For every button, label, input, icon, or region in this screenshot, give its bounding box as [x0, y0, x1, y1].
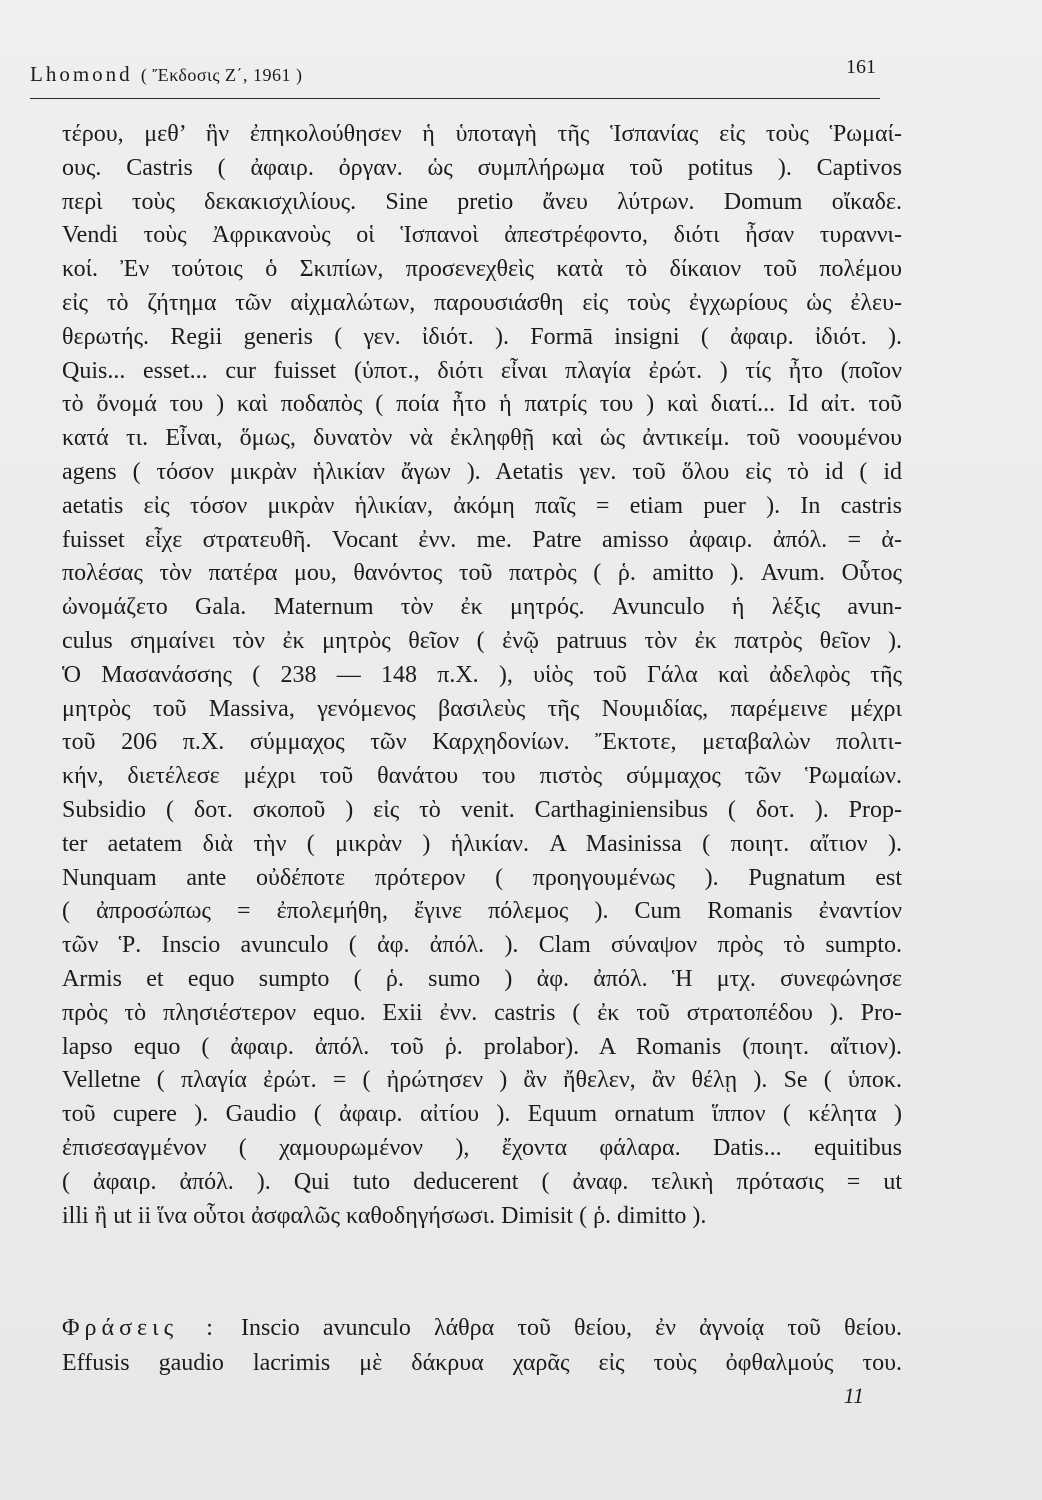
text-line: Armis et equo sumpto ( ῥ. sumo ) ἀφ. ἀπόλ. Ἡ μτχ. συνεφώνησε [62, 965, 902, 992]
text-line: Subsidio ( δοτ. σκοποῦ ) εἰς τὸ venit. Carthaginiensibus ( δοτ. ). Prop- [62, 796, 902, 823]
text-line: ὠνομάζετο Gala. Maternum τὸν ἐκ μητρός. Avunculo ἡ λέξις avun- [62, 594, 902, 621]
text-line: κήν, διετέλεσε μέχρι τοῦ θανάτου του πιστὸς σύμμαχος τῶν Ῥωμαίων. [62, 763, 902, 790]
text-line: πολέσας τὸν πατέρα μου, θανόντος τοῦ πατρὸς ( ῥ. amitto ). Avum. Οὗτος [62, 560, 902, 587]
text-line: Nunquam ante οὐδέποτε πρότερον ( προηγουμένως ). Pugnatum est [62, 864, 902, 891]
phrases-section [62, 1311, 902, 1381]
text-line: τοῦ 206 π.Χ. σύμμαχος τῶν Καρχηδονίων. Ἔκτοτε, μεταβαλὼν πολιτι- [62, 729, 902, 756]
signature-mark: 11 [843, 1383, 864, 1408]
text-line: κατά τι. Εἶναι, ὅμως, δυνατὸν νὰ ἐκληφθῇ καὶ ὡς ἀντικείμ. τοῦ νοουμένου [62, 425, 902, 452]
text-line: περὶ τοὺς δεκακισχιλίους. Sine pretio ἄνευ λύτρων. Domum οἴκαδε. [62, 188, 902, 215]
header-title [30, 62, 303, 87]
text-line: Ὁ Μασανάσσης ( 238 — 148 π.Χ. ), υἱὸς τοῦ Γάλα καὶ ἀδελφὸς τῆς [62, 661, 902, 688]
text-line: τὸ ὄνομά του ) καὶ ποδαπὸς ( ποία ἦτο ἡ πατρίς του ) καὶ διατί... Id αἰτ. τοῦ [62, 391, 902, 418]
text-line: agens ( τόσον μικρὰν ἡλικίαν ἄγων ). Aetatis γεν. τοῦ ὅλου εἰς τὸ id ( id [62, 458, 902, 485]
text-line: ἐπισεσαγμένον ( χαμουρωμένον ), ἔχοντα φάλαρα. Datis... equitibus [62, 1134, 902, 1161]
text-line: aetatis εἰς τόσον μικρὰν ἡλικίαν, ἀκόμη παῖς = etiam puer ). In castris [62, 492, 902, 519]
commentary-text [62, 118, 902, 1233]
phrases-line-2: Effusis gaudio lacrimis μὲ δάκρυα χαρᾶς εἰς τοὺς ὀφθαλμούς του. [62, 1350, 902, 1376]
text-line: κοί. Ἐν τούτοις ὁ Σκιπίων, προσενεχθεὶς κατὰ τὸ δίκαιον τοῦ πολέμου [62, 256, 902, 283]
text-line: εἰς τὸ ζήτημα τῶν αἰχμαλώτων, παρουσιάσθη εἰς τοὺς ἐγχωρίους ὡς ἐλευ- [62, 289, 902, 316]
text-line: μητρὸς τοῦ Massiva, γενόμενος βασιλεὺς τῆς Νουμιδίας, παρέμεινε μέχρι [62, 695, 902, 722]
edition-info: ( Ἔκδοσις Ζ΄, 1961 ) [140, 65, 303, 85]
text-line: Velletne ( πλαγία ἐρώτ. = ( ἠρώτησεν ) ἂν ἤθελεν, ἂν θέλῃ ). Se ( ὑποκ. [62, 1067, 902, 1094]
text-line: illi ἢ ut ii ἵνα οὗτοι ἀσφαλῶς καθοδηγήσωσι. Dimisit ( ῥ. dimitto ). [62, 1202, 707, 1229]
text-line: Quis... esset... cur fuisset (ὑποτ., διότι εἶναι πλαγία ἐρώτ. ) τίς ἦτο (ποῖον [62, 357, 902, 384]
text-line: ter aetatem διὰ τὴν ( μικρὰν ) ἡλικίαν. A Masinissa ( ποιητ. αἴτιον ). [62, 830, 902, 857]
text-line: πρὸς τὸ πλησιέστερον equo. Exii ἐνν. castris ( ἐκ τοῦ στρατοπέδου ). Pro- [62, 999, 902, 1026]
text-line: ( ἀφαιρ. ἀπόλ. ). Qui tuto deducerent ( ἀναφ. τελικὴ πρότασις = ut [62, 1168, 902, 1195]
text-line: θερωτής. Regii generis ( γεν. ἰδιότ. ). Formā insigni ( ἀφαιρ. ἰδιότ. ). [62, 323, 902, 350]
text-line: Vendi τοὺς Ἀφρικανοὺς οἱ Ἱσπανοὶ ἀπεστρέφοντο, διότι ἦσαν τυραννι- [62, 222, 902, 249]
phrases-line-1 [62, 1311, 902, 1346]
text-line: τοῦ cupere ). Gaudio ( ἀφαιρ. αἰτίου ). Equum ornatum ἵππον ( κέλητα ) [62, 1101, 902, 1128]
text-line: culus σημαίνει τὸν ἐκ μητρὸς θεῖον ( ἐνῷ patruus τὸν ἐκ πατρὸς θεῖον ). [62, 627, 902, 654]
text-line: fuisset εἶχε στρατευθῆ. Vocant ἐνν. me. Patre amisso ἀφαιρ. ἀπόλ. = ἀ- [62, 526, 902, 553]
text-line: ους. Castris ( ἀφαιρ. ὀργαν. ὡς συμπλήρωμα τοῦ potitus ). Captivos [62, 154, 902, 181]
author-name: Lhomond [30, 62, 133, 86]
page-number: 161 [846, 56, 876, 78]
running-header [30, 56, 880, 99]
text-line: τέρου, μεθ’ ἣν ἐπηκολούθησεν ἡ ὑποταγὴ τῆς Ἱσπανίας εἰς τοὺς Ῥωμαί- [62, 121, 902, 147]
phrases-label: Φράσεις : [62, 1315, 218, 1341]
phrases-line-1-text: Inscio avunculo λάθρα τοῦ θείου, ἐν ἀγνοίᾳ τοῦ θείου. [217, 1315, 902, 1341]
text-line: τῶν Ῥ. Inscio avunculo ( ἀφ. ἀπόλ. ). Clam σύναψον πρὸς τὸ sumpto. [62, 932, 902, 959]
text-line: lapso equo ( ἀφαιρ. ἀπόλ. τοῦ ῥ. prolabor). A Romanis (ποιητ. αἴτιον). [62, 1033, 902, 1060]
text-line: ( ἀπροσώπως = ἐπολεμήθη, ἔγινε πόλεμος ). Cum Romanis ἐναντίον [62, 898, 902, 925]
